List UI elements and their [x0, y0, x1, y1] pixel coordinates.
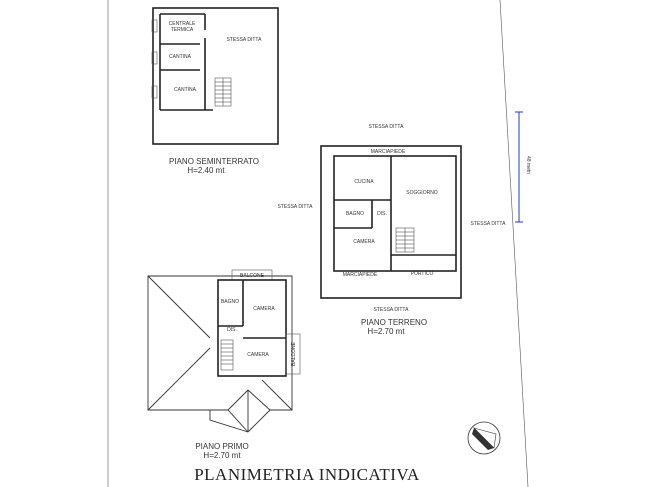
room-portico: PORTICO	[410, 271, 434, 277]
label-stessa-ditta-bottom: STESSA DITTA	[373, 307, 409, 313]
level-height-seminterrato: H=2.40 mt	[187, 166, 225, 175]
room-soggiorno: SOGGIORNO	[406, 190, 438, 196]
room-bagno-primo: BAGNO	[220, 299, 240, 305]
level-name-terreno: PIANO TERRENO	[360, 318, 428, 327]
drawing-title: PLANIMETRIA INDICATIVA	[194, 465, 420, 484]
room-cucina: CUCINA	[354, 179, 374, 185]
room-cantina-1: CANTINA	[169, 54, 191, 60]
room-marciapiede-top: MARCIAPIEDE	[370, 149, 406, 155]
label-stessa-ditta-top: STESSA DITTA	[368, 124, 404, 130]
room-centrale-termica-2: TERMICA	[170, 27, 194, 33]
room-camera-primo-1: CAMERA	[253, 306, 275, 312]
dimension-label: 48 metri	[525, 155, 531, 175]
compass-icon	[468, 422, 500, 454]
dimension-marker	[515, 112, 531, 222]
room-bagno-terreno: BAGNO	[345, 211, 365, 217]
page-frame	[108, 0, 528, 487]
level-name-primo: PIANO PRIMO	[195, 442, 249, 451]
room-centrale-termica-1: CENTRALE	[168, 21, 196, 27]
room-balcone-side: BALCONE	[291, 342, 297, 366]
room-dis-terreno: DIS.	[377, 211, 387, 217]
room-camera-primo-2: CAMERA	[247, 352, 269, 358]
level-height-terreno: H=2.70 mt	[367, 327, 405, 336]
room-stessa-ditta-semi: STESSA DITTA	[226, 37, 262, 43]
plan-primo	[148, 270, 300, 460]
level-height-primo: H=2.70 mt	[203, 451, 241, 460]
room-cantina-2: CANTINA	[174, 87, 196, 93]
label-stessa-ditta-left: STESSA DITTA	[277, 204, 313, 210]
room-dis-primo: DIS.	[227, 327, 237, 333]
label-stessa-ditta-right: STESSA DITTA	[470, 221, 506, 227]
room-camera-terreno: CAMERA	[353, 239, 375, 245]
room-balcone-top: BALCONE	[240, 273, 264, 279]
plan-seminterrato	[152, 8, 278, 175]
room-marciapiede-bottom: MARCIAPIEDE	[342, 272, 378, 278]
level-name-seminterrato: PIANO SEMINTERRATO	[169, 157, 259, 166]
